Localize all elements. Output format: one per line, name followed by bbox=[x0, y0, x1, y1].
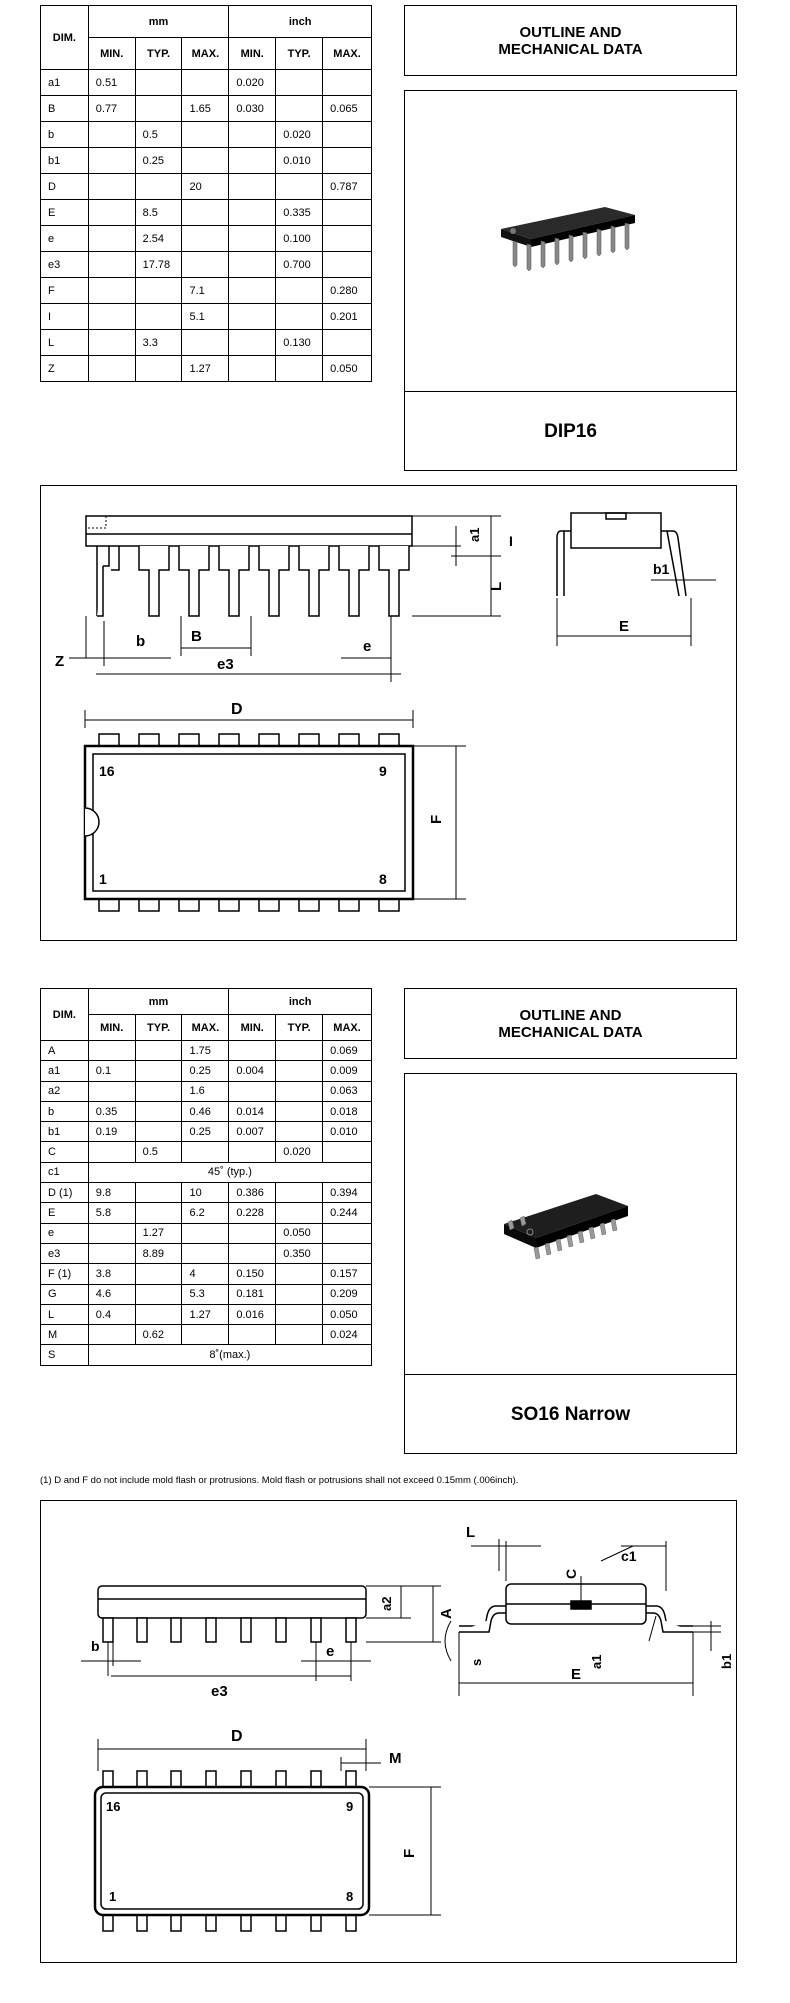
value-cell bbox=[88, 1142, 135, 1162]
dip16-drawing-box bbox=[40, 485, 737, 941]
value-cell: 0.065 bbox=[323, 96, 372, 122]
table-row bbox=[41, 304, 372, 330]
table-row bbox=[41, 1162, 372, 1182]
value-cell: 0.228 bbox=[229, 1203, 276, 1223]
value-cell: 0.787 bbox=[323, 174, 372, 200]
dim-cell: D bbox=[41, 174, 89, 200]
value-cell: 0.1 bbox=[88, 1061, 135, 1081]
dim-label-E: E bbox=[619, 618, 630, 635]
value-cell: 10 bbox=[182, 1183, 229, 1203]
value-cell: 0.050 bbox=[276, 1223, 323, 1243]
value-cell: 0.181 bbox=[229, 1284, 276, 1304]
value-cell bbox=[135, 1203, 182, 1223]
table-row bbox=[41, 1061, 372, 1081]
table-row bbox=[41, 252, 372, 278]
dim-cell: F (1) bbox=[41, 1264, 89, 1284]
dim-label-b1: b1 bbox=[719, 1653, 734, 1669]
table-row bbox=[41, 70, 372, 96]
dim-cell: b bbox=[41, 1101, 89, 1121]
value-cell bbox=[229, 174, 276, 200]
value-cell bbox=[276, 1284, 323, 1304]
value-cell bbox=[88, 148, 135, 174]
dim-label-e3: e3 bbox=[211, 1683, 228, 1700]
so16-drawing-box bbox=[40, 1500, 737, 1963]
value-cell bbox=[229, 1223, 276, 1243]
sub-header: TYP. bbox=[135, 1015, 182, 1041]
dim-cell: F bbox=[41, 278, 89, 304]
value-cell: 1.27 bbox=[182, 1304, 229, 1324]
dim-cell: e bbox=[41, 226, 89, 252]
value-cell: 0.010 bbox=[323, 1122, 372, 1142]
value-cell: 0.394 bbox=[323, 1183, 372, 1203]
value-cell: 0.77 bbox=[88, 96, 135, 122]
sub-header: MIN. bbox=[88, 38, 135, 70]
value-cell bbox=[135, 1101, 182, 1121]
dim-label-E: E bbox=[571, 1666, 582, 1683]
pin-label-16: 16 bbox=[99, 763, 115, 779]
value-cell: 0.007 bbox=[229, 1122, 276, 1142]
value-cell: 0.069 bbox=[323, 1041, 372, 1061]
mm-header: mm bbox=[88, 6, 229, 38]
sub-header: TYP. bbox=[276, 1015, 323, 1041]
dim-label-e: e bbox=[363, 638, 372, 655]
value-cell: 0.700 bbox=[276, 252, 323, 278]
value-cell: 8.89 bbox=[135, 1243, 182, 1263]
value-cell bbox=[229, 1325, 276, 1345]
value-cell: 7.1 bbox=[182, 278, 229, 304]
value-cell: 1.27 bbox=[182, 356, 229, 382]
value-cell: 8.5 bbox=[135, 200, 182, 226]
so16-package-render bbox=[500, 1186, 640, 1276]
value-cell bbox=[135, 1264, 182, 1284]
value-cell bbox=[182, 148, 229, 174]
dim-label-a1: a1 bbox=[467, 527, 482, 542]
so16-drawings bbox=[41, 1501, 738, 1964]
dip16-package-render bbox=[495, 201, 645, 291]
pin-label-1: 1 bbox=[109, 1889, 117, 1904]
dim-label-c1: c1 bbox=[621, 1548, 637, 1564]
dim-header: DIM. bbox=[41, 989, 89, 1041]
value-cell bbox=[323, 200, 372, 226]
value-cell bbox=[135, 1081, 182, 1101]
dim-cell: I bbox=[41, 304, 89, 330]
dim-cell: b1 bbox=[41, 148, 89, 174]
value-cell: 0.050 bbox=[323, 1304, 372, 1324]
dim-label-F: F bbox=[428, 814, 445, 824]
sub-header: MAX. bbox=[323, 38, 372, 70]
value-cell: 0.020 bbox=[276, 1142, 323, 1162]
dim-cell: b bbox=[41, 122, 89, 148]
value-cell: 5.8 bbox=[88, 1203, 135, 1223]
value-cell bbox=[323, 122, 372, 148]
value-cell: 0.150 bbox=[229, 1264, 276, 1284]
value-cell bbox=[182, 200, 229, 226]
dim-cell: a1 bbox=[41, 1061, 89, 1081]
outline-title-line1: OUTLINE AND bbox=[519, 1007, 622, 1024]
value-cell: 17.78 bbox=[135, 252, 182, 278]
value-cell bbox=[276, 1203, 323, 1223]
dim-cell: E bbox=[41, 200, 89, 226]
value-cell bbox=[276, 1061, 323, 1081]
table-row bbox=[41, 1345, 372, 1365]
table-row bbox=[41, 1081, 372, 1101]
outline-title-line2: MECHANICAL DATA bbox=[498, 1024, 643, 1041]
dim-label-e3: e3 bbox=[217, 656, 234, 673]
value-cell bbox=[229, 122, 276, 148]
so16-dimension-table bbox=[40, 988, 372, 1366]
dim-cell: Z bbox=[41, 356, 89, 382]
value-cell bbox=[88, 252, 135, 278]
table-row bbox=[41, 1284, 372, 1304]
table-row bbox=[41, 330, 372, 356]
dim-label-B: B bbox=[191, 628, 202, 645]
value-cell bbox=[229, 356, 276, 382]
value-cell bbox=[276, 1304, 323, 1324]
sub-header: TYP. bbox=[135, 38, 182, 70]
value-cell bbox=[323, 1142, 372, 1162]
value-cell bbox=[182, 122, 229, 148]
value-cell: 0.51 bbox=[88, 70, 135, 96]
value-cell: 0.280 bbox=[323, 278, 372, 304]
value-cell: 0.024 bbox=[323, 1325, 372, 1345]
value-cell bbox=[229, 252, 276, 278]
dim-header: DIM. bbox=[41, 6, 89, 70]
value-cell bbox=[135, 278, 182, 304]
value-cell bbox=[276, 356, 323, 382]
table-row bbox=[41, 1142, 372, 1162]
value-cell bbox=[323, 1243, 372, 1263]
pin-label-9: 9 bbox=[379, 763, 387, 779]
dip16-title-box bbox=[404, 5, 737, 76]
dim-label-D: D bbox=[231, 1728, 243, 1745]
table-row bbox=[41, 1243, 372, 1263]
table-row bbox=[41, 226, 372, 252]
table-row bbox=[41, 122, 372, 148]
dim-cell: e3 bbox=[41, 252, 89, 278]
dim-cell: M bbox=[41, 1325, 89, 1345]
value-cell: 0.014 bbox=[229, 1101, 276, 1121]
value-cell: 0.130 bbox=[276, 330, 323, 356]
so16-footnote: (1) D and F do not include mold flash or protrusions. Mold flash or potrusions shall not exceed 0.15mm (.006inch). bbox=[40, 1475, 519, 1486]
dim-label-C: C bbox=[563, 1568, 579, 1579]
value-cell: 0.009 bbox=[323, 1061, 372, 1081]
value-cell bbox=[229, 226, 276, 252]
value-cell bbox=[229, 1081, 276, 1101]
value-cell: 0.35 bbox=[88, 1101, 135, 1121]
value-cell bbox=[323, 226, 372, 252]
pin-label-1: 1 bbox=[99, 871, 107, 887]
value-cell: 1.75 bbox=[182, 1041, 229, 1061]
value-cell bbox=[88, 200, 135, 226]
value-cell bbox=[88, 278, 135, 304]
dip16-dimension-table bbox=[40, 5, 372, 382]
table-row bbox=[41, 148, 372, 174]
so16-title-box bbox=[404, 988, 737, 1059]
value-cell bbox=[135, 304, 182, 330]
table-row bbox=[41, 96, 372, 122]
value-cell bbox=[276, 1122, 323, 1142]
value-cell bbox=[135, 1061, 182, 1081]
table-row bbox=[41, 356, 372, 382]
value-cell bbox=[323, 1223, 372, 1243]
dim-cell: G bbox=[41, 1284, 89, 1304]
value-cell bbox=[276, 304, 323, 330]
value-cell bbox=[229, 1142, 276, 1162]
value-cell bbox=[88, 226, 135, 252]
mm-header: mm bbox=[88, 989, 229, 1015]
value-cell bbox=[135, 96, 182, 122]
value-cell bbox=[182, 70, 229, 96]
value-cell bbox=[229, 304, 276, 330]
value-cell: 0.050 bbox=[323, 356, 372, 382]
value-cell bbox=[135, 1122, 182, 1142]
pin-label-8: 8 bbox=[379, 871, 387, 887]
value-cell bbox=[88, 330, 135, 356]
sub-header: TYP. bbox=[276, 38, 323, 70]
dim-cell: e3 bbox=[41, 1243, 89, 1263]
value-cell bbox=[276, 96, 323, 122]
value-cell bbox=[182, 1223, 229, 1243]
dim-cell: A bbox=[41, 1041, 89, 1061]
table-row bbox=[41, 1203, 372, 1223]
so16-package-name: SO16 Narrow bbox=[510, 1404, 631, 1425]
value-cell: 0.020 bbox=[276, 122, 323, 148]
dim-label-F: F bbox=[401, 1848, 418, 1858]
sub-header: MIN. bbox=[229, 38, 276, 70]
dim-label-Z: Z bbox=[55, 653, 65, 670]
value-cell: 0.62 bbox=[135, 1325, 182, 1345]
value-cell: 0.335 bbox=[276, 200, 323, 226]
dim-cell: a1 bbox=[41, 70, 89, 96]
value-cell: 0.157 bbox=[323, 1264, 372, 1284]
sub-header: MAX. bbox=[323, 1015, 372, 1041]
outline-title-line2: MECHANICAL DATA bbox=[498, 41, 643, 58]
table-row bbox=[41, 1264, 372, 1284]
dim-cell: L bbox=[41, 330, 89, 356]
value-cell bbox=[182, 1325, 229, 1345]
value-cell bbox=[276, 1325, 323, 1345]
value-cell: 4 bbox=[182, 1264, 229, 1284]
value-cell bbox=[276, 1081, 323, 1101]
value-cell bbox=[323, 252, 372, 278]
value-cell: 9.8 bbox=[88, 1183, 135, 1203]
inch-header: inch bbox=[229, 6, 372, 38]
value-cell: 5.1 bbox=[182, 304, 229, 330]
value-cell bbox=[88, 356, 135, 382]
value-cell bbox=[88, 1243, 135, 1263]
value-cell: 0.46 bbox=[182, 1101, 229, 1121]
dip16-side-view bbox=[41, 486, 738, 942]
spanned-value-cell: 45˚ (typ.) bbox=[88, 1162, 371, 1182]
value-cell: 0.244 bbox=[323, 1203, 372, 1223]
table-row bbox=[41, 200, 372, 226]
table-row bbox=[41, 278, 372, 304]
dip16-package-box bbox=[404, 90, 737, 471]
value-cell: 0.19 bbox=[88, 1122, 135, 1142]
value-cell bbox=[88, 304, 135, 330]
value-cell: 0.350 bbox=[276, 1243, 323, 1263]
dim-label-b1: b1 bbox=[653, 561, 670, 577]
dim-label-s: s bbox=[469, 1658, 484, 1666]
value-cell: 3.3 bbox=[135, 330, 182, 356]
value-cell bbox=[276, 1041, 323, 1061]
dim-label-I: I bbox=[509, 533, 513, 549]
value-cell: 0.25 bbox=[135, 148, 182, 174]
value-cell: 5.3 bbox=[182, 1284, 229, 1304]
value-cell bbox=[276, 1264, 323, 1284]
value-cell bbox=[276, 1101, 323, 1121]
table-row bbox=[41, 1304, 372, 1324]
pin-label-16: 16 bbox=[106, 1799, 121, 1814]
table-row bbox=[41, 1183, 372, 1203]
value-cell bbox=[88, 1223, 135, 1243]
value-cell: 6.2 bbox=[182, 1203, 229, 1223]
outline-title-line1: OUTLINE AND bbox=[519, 24, 622, 41]
value-cell: 0.386 bbox=[229, 1183, 276, 1203]
value-cell bbox=[276, 70, 323, 96]
value-cell bbox=[229, 200, 276, 226]
value-cell: 0.100 bbox=[276, 226, 323, 252]
dim-label-D: D bbox=[231, 701, 243, 718]
pin-label-9: 9 bbox=[346, 1799, 354, 1814]
inch-header: inch bbox=[229, 989, 372, 1015]
dim-cell: e bbox=[41, 1223, 89, 1243]
sub-header: MIN. bbox=[229, 1015, 276, 1041]
dim-label-L: L bbox=[488, 581, 505, 591]
value-cell: 2.54 bbox=[135, 226, 182, 252]
value-cell bbox=[88, 1325, 135, 1345]
value-cell bbox=[135, 70, 182, 96]
value-cell bbox=[135, 1284, 182, 1304]
value-cell: 20 bbox=[182, 174, 229, 200]
value-cell bbox=[229, 1243, 276, 1263]
table-row bbox=[41, 174, 372, 200]
value-cell bbox=[88, 1041, 135, 1061]
dim-cell: S bbox=[41, 1345, 89, 1365]
value-cell bbox=[276, 1183, 323, 1203]
value-cell: 1.6 bbox=[182, 1081, 229, 1101]
so16-package-box bbox=[404, 1073, 737, 1454]
value-cell: 1.65 bbox=[182, 96, 229, 122]
value-cell bbox=[182, 1243, 229, 1263]
table-row bbox=[41, 1325, 372, 1345]
dim-cell: a2 bbox=[41, 1081, 89, 1101]
dim-label-A: A bbox=[438, 1608, 455, 1619]
value-cell: 0.063 bbox=[323, 1081, 372, 1101]
value-cell: 0.25 bbox=[182, 1061, 229, 1081]
value-cell bbox=[323, 70, 372, 96]
dim-label-e: e bbox=[326, 1643, 335, 1660]
value-cell bbox=[88, 1081, 135, 1101]
dim-cell: B bbox=[41, 96, 89, 122]
dim-label-M: M bbox=[389, 1750, 402, 1767]
value-cell: 1.27 bbox=[135, 1223, 182, 1243]
value-cell bbox=[276, 174, 323, 200]
value-cell bbox=[88, 122, 135, 148]
value-cell bbox=[135, 356, 182, 382]
dim-cell: D (1) bbox=[41, 1183, 89, 1203]
value-cell bbox=[135, 1304, 182, 1324]
value-cell bbox=[135, 1183, 182, 1203]
spanned-value-cell: 8˚(max.) bbox=[88, 1345, 371, 1365]
sub-header: MIN. bbox=[88, 1015, 135, 1041]
dim-cell: C bbox=[41, 1142, 89, 1162]
value-cell bbox=[182, 252, 229, 278]
value-cell: 0.5 bbox=[135, 1142, 182, 1162]
table-row bbox=[41, 1122, 372, 1142]
value-cell bbox=[182, 330, 229, 356]
dim-label-b: b bbox=[136, 633, 146, 650]
value-cell bbox=[323, 148, 372, 174]
value-cell bbox=[182, 226, 229, 252]
value-cell bbox=[135, 1041, 182, 1061]
value-cell: 4.6 bbox=[88, 1284, 135, 1304]
value-cell: 0.209 bbox=[323, 1284, 372, 1304]
value-cell: 0.016 bbox=[229, 1304, 276, 1324]
sub-header: MAX. bbox=[182, 1015, 229, 1041]
table-row bbox=[41, 1223, 372, 1243]
value-cell: 0.25 bbox=[182, 1122, 229, 1142]
value-cell bbox=[229, 1041, 276, 1061]
value-cell bbox=[229, 148, 276, 174]
dim-label-L: L bbox=[466, 1524, 476, 1541]
sub-header: MAX. bbox=[182, 38, 229, 70]
value-cell: 0.010 bbox=[276, 148, 323, 174]
value-cell bbox=[88, 174, 135, 200]
dip16-package-name: DIP16 bbox=[544, 421, 597, 442]
dim-cell: b1 bbox=[41, 1122, 89, 1142]
value-cell: 0.5 bbox=[135, 122, 182, 148]
table-row bbox=[41, 1041, 372, 1061]
value-cell: 0.004 bbox=[229, 1061, 276, 1081]
value-cell: 0.4 bbox=[88, 1304, 135, 1324]
value-cell bbox=[182, 1142, 229, 1162]
value-cell: 0.020 bbox=[229, 70, 276, 96]
dim-label-b: b bbox=[91, 1638, 100, 1654]
dim-cell: E bbox=[41, 1203, 89, 1223]
value-cell: 0.201 bbox=[323, 304, 372, 330]
value-cell bbox=[229, 278, 276, 304]
value-cell: 3.8 bbox=[88, 1264, 135, 1284]
pin-label-8: 8 bbox=[346, 1889, 354, 1904]
value-cell bbox=[323, 330, 372, 356]
table-row bbox=[41, 1101, 372, 1121]
value-cell bbox=[276, 278, 323, 304]
value-cell: 0.018 bbox=[323, 1101, 372, 1121]
dim-cell: L bbox=[41, 1304, 89, 1324]
dim-label-a2: a2 bbox=[379, 1596, 394, 1611]
value-cell: 0.030 bbox=[229, 96, 276, 122]
value-cell bbox=[229, 330, 276, 356]
value-cell bbox=[135, 174, 182, 200]
dim-cell: c1 bbox=[41, 1162, 89, 1182]
dim-label-a1: a1 bbox=[589, 1654, 604, 1669]
